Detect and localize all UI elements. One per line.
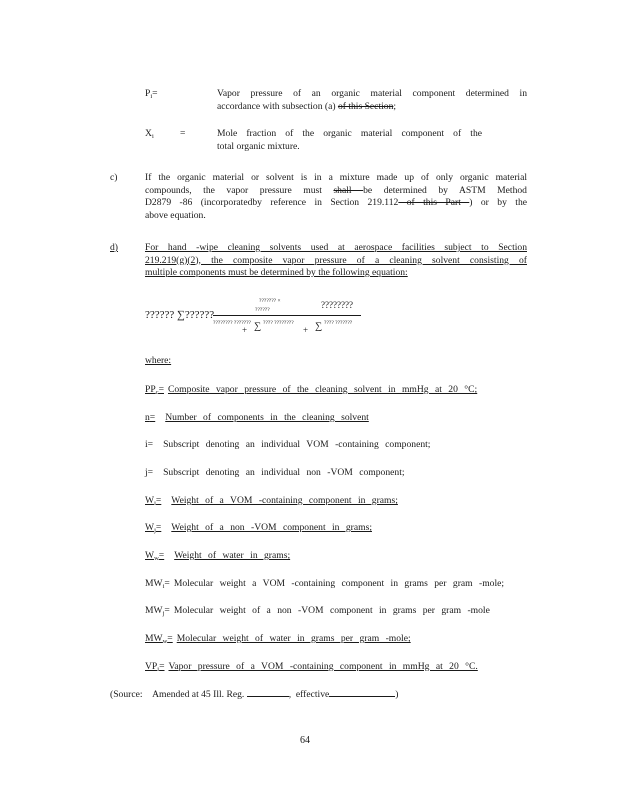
definition-text: Weight of a non -VOM component in grams; (171, 522, 372, 533)
definition-row (145, 412, 369, 424)
definition-equals: = (164, 605, 170, 616)
definition-subscript: j (154, 527, 156, 534)
definition-symbol: n (145, 412, 150, 423)
definition-text: Subscript denoting an individual non -VOM component; (163, 467, 405, 478)
definition-symbol: MW (145, 605, 163, 616)
page-number: 64 (300, 735, 310, 746)
def-symbol-pi: $P_i=$ (145, 88, 158, 100)
definition-symbol: MW (145, 578, 163, 589)
definition-row (145, 550, 290, 565)
definition-subscript: w (154, 555, 159, 562)
def-symbol-xi: $X_i$ (145, 128, 154, 140)
definition-subscript: w (162, 638, 168, 645)
definition-text: Weight of water in grams; (174, 550, 291, 561)
definition-symbol: i (145, 439, 148, 450)
definition-subscript: j (162, 610, 165, 617)
definition-equals: = (147, 439, 154, 450)
definition-equals: = (155, 495, 162, 506)
definition-text: Subscript denoting an individual VOM -containing component; (163, 439, 431, 450)
definition-row (145, 605, 490, 620)
definition-row (145, 439, 430, 451)
definition-row (145, 384, 477, 399)
definition-text: Molecular weight a VOM -containing component in grams per gram -mole; (173, 578, 505, 589)
definition-symbol: W (145, 550, 155, 561)
definition-equals: = (158, 550, 165, 561)
source-note: (Source: Amended at 45 Ill. Reg. , effective ) (110, 689, 399, 700)
definition-text: Number of components in the cleaning solvent (165, 412, 369, 423)
definition-equals: = (167, 633, 173, 644)
para-c-label: c) (110, 172, 118, 183)
para-d-label: d) (110, 242, 118, 253)
definition-text: Weight of a VOM -containing component in grams; (171, 495, 398, 506)
definition-row (145, 661, 478, 676)
definition-row (145, 467, 405, 479)
definition-row (145, 633, 411, 648)
definition-equals: = (164, 578, 170, 589)
where-label: where: (145, 355, 172, 366)
definition-text: Molecular weight of a non -VOM component in grams per gram -mole (173, 605, 490, 616)
definition-equals: = (155, 522, 162, 533)
definition-equals: = (159, 661, 165, 672)
definition-symbol: MW (145, 633, 163, 644)
definition-text: Vapor pressure of a VOM -containing component in mmHg at 20 °C. (168, 661, 478, 672)
definition-row (145, 578, 504, 593)
def-text-pi: Vapor pressure of an organic material component determined in accordance with subsection (a) of this Section; (217, 88, 527, 112)
def-eq-xi: = (180, 128, 186, 139)
definition-symbol: VP (145, 661, 158, 672)
definition-row (145, 495, 398, 510)
definition-equals: = (147, 467, 154, 478)
para-c-text: If the organic material or solvent is in a mixture made up of only organic material compounds, the vapor pressure must shall be determined by ASTM Method D2879 -86 (incorporatedby reference in Section 219.112 of this Part ) or by the above equation. (145, 172, 527, 221)
definition-symbol: W (145, 495, 155, 506)
composite-vapor-pressure-equation: ??????? × ?????? ?????? ∑?????? ???????? ???????? ??????? + ∑ ???? ???????? + ∑ ???? ??????? (145, 298, 385, 340)
definition-symbol: PP (145, 384, 156, 395)
definition-symbol: W (145, 522, 155, 533)
definition-subscript: i (154, 500, 156, 507)
definition-text: Composite vapor pressure of the cleaning solvent in mmHg at 20 °C; (167, 384, 478, 395)
definition-subscript: c (155, 389, 159, 396)
definition-equals: = (149, 412, 156, 423)
definition-subscript: i (157, 666, 160, 673)
definition-symbol: j (145, 467, 148, 478)
definition-equals: = (158, 384, 164, 395)
definition-text: Molecular weight of water in grams per gram -mole; (176, 633, 411, 644)
definition-subscript: i (162, 583, 165, 590)
para-d-text: For hand -wipe cleaning solvents used at aerospace facilities subject to Section 219.219(g)(2), the composite vapor pressure of a cleaning solvent consisting of multiple components must be determined by the following equation: (145, 242, 527, 278)
definition-row (145, 522, 372, 537)
def-text-xi: Mole fraction of the organic material component of the total organic mixture. (217, 128, 482, 152)
